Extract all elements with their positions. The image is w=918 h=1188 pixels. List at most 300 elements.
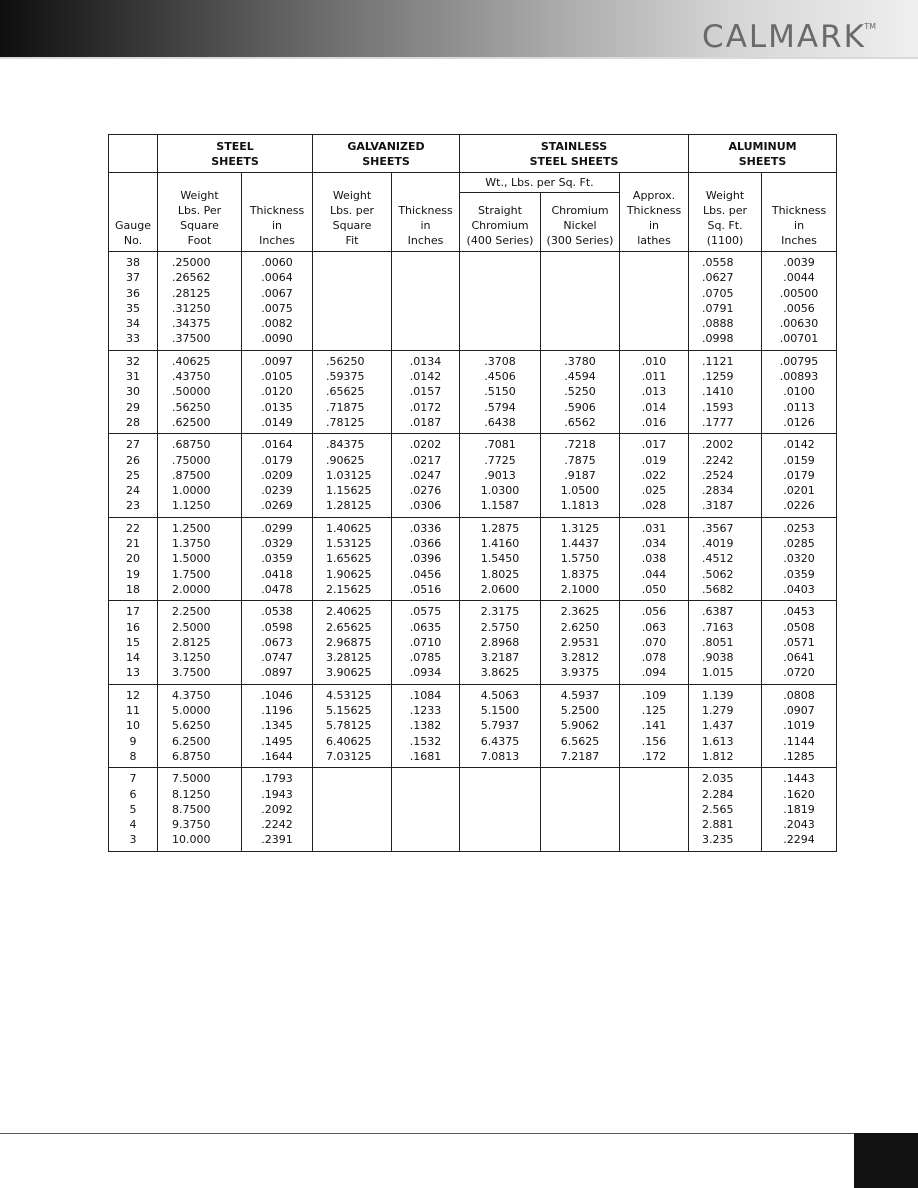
cell-al-weight <box>689 252 762 351</box>
cell-value: .141 <box>641 719 667 733</box>
table-row <box>109 517 837 600</box>
cell-steel-thickness <box>242 350 313 433</box>
cell-value: .0253 <box>783 521 815 535</box>
cell-value: 18 <box>126 582 140 596</box>
cell-value: .4506 <box>484 370 516 384</box>
cell-value: .56250 <box>326 354 365 368</box>
cell-value: .0403 <box>783 582 815 596</box>
cell-value: .0247 <box>409 468 442 482</box>
header-straight-chromium: Straight Chromium (400 Series) <box>460 193 541 252</box>
cell-value: .010 <box>641 354 667 368</box>
cell-value: .1681 <box>409 749 442 763</box>
cell-value: .00893 <box>779 370 819 384</box>
cell-value: .0269 <box>261 499 293 513</box>
cell-value: 1.3750 <box>172 537 211 551</box>
header-stainless-steel-sheets: STAINLESS STEEL SHEETS <box>460 135 689 173</box>
cell-chromium-nickel <box>541 350 620 433</box>
cell-value: 1.1813 <box>560 499 600 513</box>
cell-value: .0907 <box>783 704 815 718</box>
cell-value: .1943 <box>261 787 293 801</box>
cell-value: 1.437 <box>702 719 734 733</box>
cell-value: .013 <box>641 385 667 399</box>
cell-straight-chromium <box>460 601 541 684</box>
cell-value: .9038 <box>702 651 734 665</box>
cell-al-weight <box>689 684 762 767</box>
cell-value: 3 <box>129 833 137 847</box>
cell-value: .0120 <box>261 385 293 399</box>
cell-value: .4594 <box>564 370 596 384</box>
cell-value: 4.53125 <box>326 688 372 702</box>
cell-value: .65625 <box>326 385 365 399</box>
cell-value: 1.015 <box>702 666 734 680</box>
header-aluminum-sheets: ALUMINUM SHEETS <box>689 135 837 173</box>
cell-value: 1.0300 <box>480 484 520 498</box>
cell-approx-thickness <box>620 252 689 351</box>
cell-value: 30 <box>126 385 140 399</box>
cell-value: 13 <box>126 666 140 680</box>
gauge-table <box>108 134 837 852</box>
cell-value: .0142 <box>783 438 815 452</box>
cell-galv-thickness <box>392 350 460 433</box>
cell-value: 8 <box>129 749 137 763</box>
cell-value: 5.7937 <box>480 719 520 733</box>
cell-gauge <box>109 252 158 351</box>
cell-steel-thickness <box>242 601 313 684</box>
cell-value: .78125 <box>326 415 365 429</box>
cell-value: 1.40625 <box>326 521 372 535</box>
cell-chromium-nickel <box>541 517 620 600</box>
cell-straight-chromium <box>460 768 541 851</box>
cell-galv-thickness <box>392 252 460 351</box>
cell-value: 2.96875 <box>326 635 372 649</box>
cell-galv-thickness <box>392 684 460 767</box>
cell-value: 2.284 <box>702 787 734 801</box>
cell-value: .1259 <box>702 370 734 384</box>
cell-value: .0157 <box>409 385 442 399</box>
cell-galv-thickness <box>392 434 460 517</box>
cell-value: .0056 <box>783 301 815 315</box>
cell-value: 15 <box>126 635 140 649</box>
cell-value: .0478 <box>261 582 293 596</box>
cell-value: 1.0000 <box>172 484 211 498</box>
cell-value: .0418 <box>261 567 293 581</box>
cell-al-weight <box>689 601 762 684</box>
cell-value: .0456 <box>409 567 442 581</box>
header-steel-thickness: Thickness in Inches <box>242 173 313 252</box>
cell-steel-weight <box>158 601 242 684</box>
cell-value: 7.5000 <box>172 772 211 786</box>
cell-value: 5.2500 <box>560 704 600 718</box>
table-row <box>109 434 837 517</box>
cell-galv-weight <box>313 517 392 600</box>
cell-galv-thickness <box>392 601 460 684</box>
cell-steel-weight <box>158 350 242 433</box>
cell-value: .109 <box>641 688 667 702</box>
cell-value: .1046 <box>261 688 293 702</box>
cell-value: .0538 <box>261 605 293 619</box>
cell-value: .0187 <box>409 415 442 429</box>
cell-value: .0705 <box>702 286 734 300</box>
cell-value: .0142 <box>409 370 442 384</box>
cell-value: 6.4375 <box>480 734 520 748</box>
cell-value: 7.0813 <box>480 749 520 763</box>
cell-value: .1196 <box>261 704 293 718</box>
cell-steel-thickness <box>242 434 313 517</box>
cell-value: .0508 <box>783 620 815 634</box>
cell-value: .84375 <box>326 438 365 452</box>
cell-value: 3.2187 <box>480 651 520 665</box>
cell-value: .2242 <box>261 818 293 832</box>
cell-steel-weight <box>158 517 242 600</box>
cell-value: .0113 <box>783 400 815 414</box>
cell-value: 34 <box>126 317 140 331</box>
cell-al-thickness <box>762 350 837 433</box>
cell-steel-thickness <box>242 768 313 851</box>
page-number-block <box>854 1133 918 1188</box>
cell-galv-thickness <box>392 768 460 851</box>
cell-value: .3187 <box>702 499 734 513</box>
cell-value: .1345 <box>261 719 293 733</box>
cell-value: .0060 <box>261 256 293 269</box>
cell-value: .3567 <box>702 521 734 535</box>
cell-value: .2002 <box>702 438 734 452</box>
cell-value: 2.8968 <box>480 635 520 649</box>
cell-value: .0897 <box>261 666 293 680</box>
cell-value: .00630 <box>779 317 819 331</box>
cell-value: 2.2500 <box>172 605 211 619</box>
cell-value: .0720 <box>783 666 815 680</box>
header-gauge-no: Gauge No. <box>109 173 158 252</box>
cell-value: 7 <box>129 772 137 786</box>
cell-value: 1.90625 <box>326 567 372 581</box>
cell-value: .0276 <box>409 484 442 498</box>
cell-value: 1.1587 <box>480 499 520 513</box>
cell-value: .50000 <box>172 385 211 399</box>
cell-value: 16 <box>126 620 140 634</box>
cell-value: .40625 <box>172 354 211 368</box>
cell-value: .0571 <box>783 635 815 649</box>
cell-value: 1.03125 <box>326 468 372 482</box>
cell-steel-thickness <box>242 684 313 767</box>
cell-value: 2.5750 <box>480 620 520 634</box>
cell-steel-weight <box>158 684 242 767</box>
cell-value: .0627 <box>702 271 734 285</box>
cell-value: .011 <box>641 370 667 384</box>
header-wt-per-sqft: Wt., Lbs. per Sq. Ft. <box>460 173 620 193</box>
cell-value: .0366 <box>409 537 442 551</box>
cell-value: .43750 <box>172 370 211 384</box>
cell-value: .038 <box>641 552 667 566</box>
cell-value: 9 <box>129 734 137 748</box>
cell-value: .0075 <box>261 301 293 315</box>
cell-value: 1.4437 <box>560 537 600 551</box>
cell-value: 21 <box>126 537 140 551</box>
cell-value: 2.1000 <box>560 582 600 596</box>
cell-value: .0134 <box>409 354 442 368</box>
cell-value: .6562 <box>564 415 596 429</box>
cell-value: .1777 <box>702 415 734 429</box>
cell-value: .5062 <box>702 567 734 581</box>
cell-value: .68750 <box>172 438 211 452</box>
cell-value: 31 <box>126 370 140 384</box>
cell-value: 3.90625 <box>326 666 372 680</box>
cell-galv-weight <box>313 601 392 684</box>
calmark-logo: CALMARK <box>702 19 866 55</box>
cell-al-thickness <box>762 434 837 517</box>
cell-value: .0934 <box>409 666 442 680</box>
cell-value: 1.8375 <box>560 567 600 581</box>
trademark-mark: TM <box>864 22 876 31</box>
cell-value: .0226 <box>783 499 815 513</box>
cell-value: .59375 <box>326 370 365 384</box>
cell-value: .75000 <box>172 453 211 467</box>
cell-value: 7.2187 <box>560 749 600 763</box>
cell-value: 1.139 <box>702 688 734 702</box>
header-chromium-nickel: Chromium Nickel (300 Series) <box>541 193 620 252</box>
cell-value: 2.8125 <box>172 635 211 649</box>
cell-steel-weight <box>158 434 242 517</box>
cell-straight-chromium <box>460 350 541 433</box>
cell-value: 1.8025 <box>480 567 520 581</box>
cell-value: 22 <box>126 521 140 535</box>
cell-value: .00795 <box>779 354 819 368</box>
cell-value: .6387 <box>702 605 734 619</box>
cell-value: 26 <box>126 453 140 467</box>
cell-value: .2242 <box>702 453 734 467</box>
cell-straight-chromium <box>460 517 541 600</box>
cell-value: .1620 <box>783 787 815 801</box>
cell-gauge <box>109 684 158 767</box>
cell-value: 24 <box>126 484 140 498</box>
header-al-thickness: Thickness in Inches <box>762 173 837 252</box>
cell-value: .0135 <box>261 400 293 414</box>
cell-straight-chromium <box>460 252 541 351</box>
cell-value: 1.5000 <box>172 552 211 566</box>
cell-value: .37500 <box>172 332 211 346</box>
cell-value: 5.78125 <box>326 719 372 733</box>
cell-value: .9013 <box>484 468 516 482</box>
cell-value: 1.5750 <box>560 552 600 566</box>
cell-value: 37 <box>126 271 140 285</box>
header-blank <box>109 135 158 173</box>
cell-value: .0299 <box>261 521 293 535</box>
cell-value: .1144 <box>783 734 815 748</box>
cell-value: 2.035 <box>702 772 734 786</box>
cell-value: .2834 <box>702 484 734 498</box>
cell-value: 20 <box>126 552 140 566</box>
header-galv-weight: Weight Lbs. per Square Fit <box>313 173 392 252</box>
cell-al-weight <box>689 517 762 600</box>
cell-value: 1.5450 <box>480 552 520 566</box>
cell-value: .0888 <box>702 317 734 331</box>
cell-value: 3.7500 <box>172 666 211 680</box>
cell-value: 3.1250 <box>172 651 211 665</box>
cell-value: .056 <box>641 605 667 619</box>
cell-value: .2092 <box>261 802 293 816</box>
cell-value: .34375 <box>172 317 211 331</box>
cell-value: .5682 <box>702 582 734 596</box>
cell-value: .1285 <box>783 749 815 763</box>
cell-chromium-nickel <box>541 684 620 767</box>
footer-rule <box>0 1133 918 1134</box>
cell-value: 2.15625 <box>326 582 372 596</box>
cell-value: 25 <box>126 468 140 482</box>
cell-steel-weight <box>158 252 242 351</box>
cell-chromium-nickel <box>541 768 620 851</box>
cell-value: .26562 <box>172 271 211 285</box>
cell-value: .044 <box>641 567 667 581</box>
cell-chromium-nickel <box>541 601 620 684</box>
cell-value: 2.65625 <box>326 620 372 634</box>
cell-value: 9.3750 <box>172 818 211 832</box>
cell-value: .063 <box>641 620 667 634</box>
cell-chromium-nickel <box>541 434 620 517</box>
cell-value: .90625 <box>326 453 365 467</box>
cell-value: 2.881 <box>702 818 734 832</box>
cell-al-thickness <box>762 601 837 684</box>
cell-value: .0067 <box>261 286 293 300</box>
cell-value: .0673 <box>261 635 293 649</box>
cell-value: .031 <box>641 521 667 535</box>
cell-value: .0598 <box>261 620 293 634</box>
cell-value: 11 <box>126 704 140 718</box>
cell-value: .1644 <box>261 749 293 763</box>
cell-value: 33 <box>126 332 140 346</box>
cell-value: .0097 <box>261 354 293 368</box>
cell-value: 5.0000 <box>172 704 211 718</box>
gauge-table-body <box>109 252 837 852</box>
cell-value: .0044 <box>783 271 815 285</box>
cell-steel-thickness <box>242 517 313 600</box>
cell-value: 2.40625 <box>326 605 372 619</box>
cell-value: 14 <box>126 651 140 665</box>
cell-al-thickness <box>762 517 837 600</box>
header-al-weight: Weight Lbs. per Sq. Ft. (1100) <box>689 173 762 252</box>
cell-value: .0090 <box>261 332 293 346</box>
cell-value: .2043 <box>783 818 815 832</box>
cell-value: .0209 <box>261 468 293 482</box>
cell-value: 6.40625 <box>326 734 372 748</box>
cell-value: .070 <box>641 635 667 649</box>
cell-value: .6438 <box>484 415 516 429</box>
cell-value: .4019 <box>702 537 734 551</box>
cell-value: .0105 <box>261 370 293 384</box>
cell-value: .0202 <box>409 438 442 452</box>
cell-value: .1532 <box>409 734 442 748</box>
cell-value: 5.6250 <box>172 719 211 733</box>
cell-value: .0159 <box>783 453 815 467</box>
cell-value: 8.7500 <box>172 802 211 816</box>
cell-steel-weight <box>158 768 242 851</box>
cell-value: 1.1250 <box>172 499 211 513</box>
cell-value: .016 <box>641 415 667 429</box>
cell-value: .4512 <box>702 552 734 566</box>
cell-value: .3780 <box>564 354 596 368</box>
table-row <box>109 601 837 684</box>
cell-value: .28125 <box>172 286 211 300</box>
cell-value: .0785 <box>409 651 442 665</box>
cell-value: .0149 <box>261 415 293 429</box>
cell-value: .31250 <box>172 301 211 315</box>
cell-value: .0396 <box>409 552 442 566</box>
cell-value: .5150 <box>484 385 516 399</box>
cell-value: 4.5063 <box>480 688 520 702</box>
cell-value: 10.000 <box>172 833 211 847</box>
cell-value: .078 <box>641 651 667 665</box>
cell-value: 7.03125 <box>326 749 372 763</box>
cell-value: .2391 <box>261 833 293 847</box>
cell-value: 1.2500 <box>172 521 211 535</box>
cell-al-weight <box>689 350 762 433</box>
cell-value: .1819 <box>783 802 815 816</box>
cell-value: .7725 <box>484 453 516 467</box>
cell-value: .0126 <box>783 415 815 429</box>
cell-value: 28 <box>126 415 140 429</box>
header-approx-thickness: Approx. Thickness in lathes <box>620 173 689 252</box>
cell-value: .7218 <box>564 438 596 452</box>
cell-value: 4 <box>129 818 137 832</box>
cell-value: .0575 <box>409 605 442 619</box>
cell-value: .0239 <box>261 484 293 498</box>
cell-value: .172 <box>641 749 667 763</box>
cell-value: 3.28125 <box>326 651 372 665</box>
cell-value: 36 <box>126 286 140 300</box>
cell-value: .0179 <box>261 453 293 467</box>
cell-value: 1.2875 <box>480 521 520 535</box>
cell-value: .025 <box>641 484 667 498</box>
cell-galv-thickness <box>392 517 460 600</box>
cell-value: .0453 <box>783 605 815 619</box>
cell-value: .017 <box>641 438 667 452</box>
cell-value: 2.9531 <box>560 635 600 649</box>
header-galv-thickness: Thickness in Inches <box>392 173 460 252</box>
cell-value: 29 <box>126 400 140 414</box>
cell-value: .0320 <box>783 552 815 566</box>
cell-value: .0285 <box>783 537 815 551</box>
cell-value: .1793 <box>261 772 293 786</box>
cell-al-weight <box>689 434 762 517</box>
cell-value: 1.3125 <box>560 521 600 535</box>
cell-value: .3708 <box>484 354 516 368</box>
cell-value: 2.5000 <box>172 620 211 634</box>
cell-gauge <box>109 768 158 851</box>
cell-value: .1121 <box>702 354 734 368</box>
cell-value: .0217 <box>409 453 442 467</box>
cell-value: 2.565 <box>702 802 734 816</box>
cell-al-thickness <box>762 252 837 351</box>
cell-value: .0710 <box>409 635 442 649</box>
cell-value: .0179 <box>783 468 815 482</box>
cell-value: 1.28125 <box>326 499 372 513</box>
cell-value: .0808 <box>783 688 815 702</box>
cell-value: 35 <box>126 301 140 315</box>
cell-value: .0635 <box>409 620 442 634</box>
cell-approx-thickness <box>620 350 689 433</box>
cell-galv-weight <box>313 350 392 433</box>
cell-value: .0359 <box>783 567 815 581</box>
cell-value: .87500 <box>172 468 211 482</box>
cell-value: 5.15625 <box>326 704 372 718</box>
cell-value: .0558 <box>702 256 734 269</box>
cell-value: .0039 <box>783 256 815 269</box>
cell-value: 3.9375 <box>560 666 600 680</box>
cell-value: 32 <box>126 354 140 368</box>
cell-value: .2294 <box>783 833 815 847</box>
cell-value: 3.235 <box>702 833 734 847</box>
cell-value: 27 <box>126 438 140 452</box>
cell-value: .5794 <box>484 400 516 414</box>
cell-value: 1.0500 <box>560 484 600 498</box>
